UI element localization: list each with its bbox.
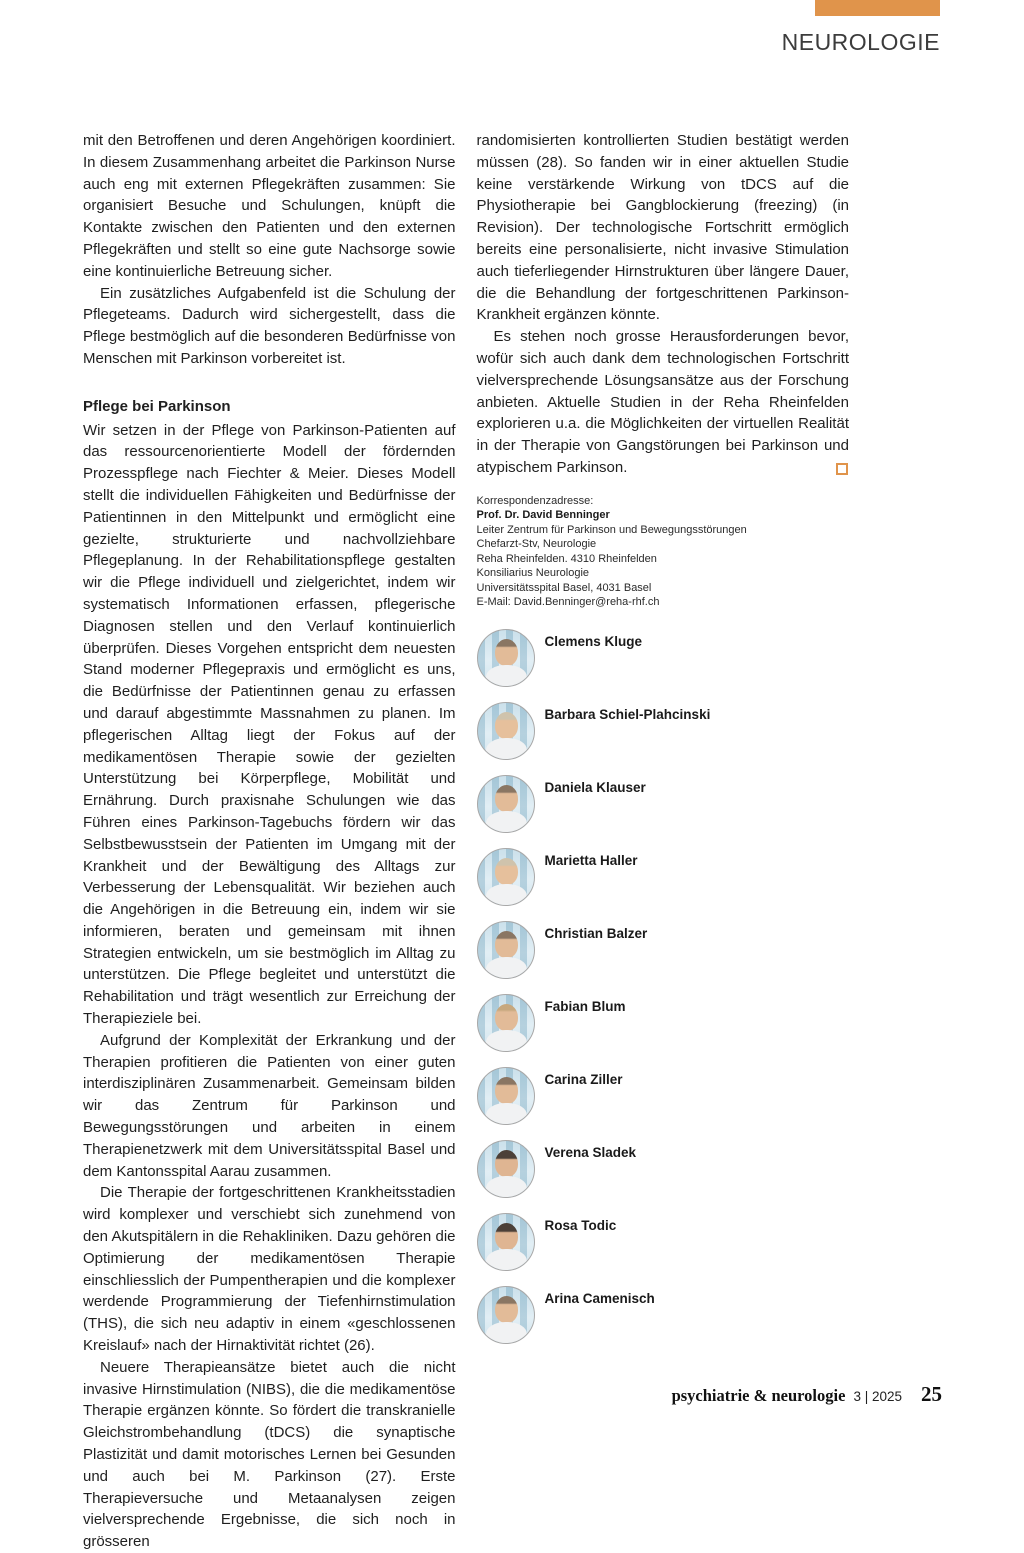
right-column xyxy=(477,130,850,1553)
paragraph xyxy=(477,326,850,479)
correspondence-label: Korrespondenzadresse: xyxy=(476,494,594,507)
team-list xyxy=(477,629,850,1344)
list-item xyxy=(477,921,850,979)
paragraph-text: Es stehen noch grosse Herausforderungen bevor, wofür sich auch dank dem technologischen Fortschritt vielversprechende Lösungsansätze aus der Forschung anbieten. Aktuelle Studien in der Reha Rheinfelden explorieren u.a. die Möglichkeiten der virtuellen Realität in der Therapie von Gangstörungen bei Parkinson und atypischem Parkinson. xyxy=(476,328,849,476)
section-kicker: NEUROLOGIE xyxy=(781,29,940,55)
person-name: Rosa Todic xyxy=(544,1217,617,1233)
correspondence-line: E-Mail: David.Benninger@reha-rhf.ch xyxy=(476,596,660,609)
person-name: Daniela Klauser xyxy=(544,779,646,795)
portrait-photo xyxy=(477,775,535,833)
correspondence-line: Universitätsspital Basel, 4031 Basel xyxy=(476,581,652,594)
person-name: Clemens Kluge xyxy=(544,633,643,649)
portrait-photo xyxy=(477,848,535,906)
portrait-photo xyxy=(477,629,535,687)
article-body xyxy=(83,130,849,1553)
paragraph: Aufgrund der Komplexität der Erkrankung und der Therapien profitieren die Patienten von einer guten interdisziplinären Zusammenarbeit. Gemeinsam bilden wir das Zentrum für Parkinson und Bewegungsstörungen und arbeiten in einem Therapienetzwerk mit dem Universitätsspital Basel und dem Kantonsspital Aarau zusammen. xyxy=(83,1031,456,1180)
section-accent-bar xyxy=(815,0,940,16)
portrait-photo xyxy=(477,921,535,979)
person-name: Fabian Blum xyxy=(544,998,626,1014)
journal-name: psychiatrie & neurologie xyxy=(671,1386,846,1405)
list-item xyxy=(477,1286,850,1344)
person-name: Christian Balzer xyxy=(544,925,648,941)
correspondence-line: Konsiliarius Neurologie xyxy=(476,567,590,580)
portrait-photo xyxy=(477,1067,535,1125)
correspondence-block xyxy=(477,494,850,610)
person-name: Carina Ziller xyxy=(544,1071,623,1087)
correspondence-name: Prof. Dr. David Benninger xyxy=(476,509,610,522)
portrait-photo xyxy=(477,994,535,1052)
correspondence-line: Reha Rheinfelden. 4310 Rheinfelden xyxy=(476,552,657,565)
list-item xyxy=(477,629,850,687)
section-heading: Pflege bei Parkinson xyxy=(83,397,231,415)
portrait-photo xyxy=(477,1286,535,1344)
portrait-photo xyxy=(477,1213,535,1271)
paragraph: Ein zusätzliches Aufgabenfeld ist die Schulung der Pflegeteams. Dadurch wird sichergestellt, dass die Pflege bestmöglich auf die besonderen Bedürfnisse von Menschen mit Parkinson vorbereitet ist. xyxy=(83,284,456,367)
list-item xyxy=(477,1213,850,1271)
list-item xyxy=(477,775,850,833)
person-name: Verena Sladek xyxy=(544,1144,637,1160)
person-name: Marietta Haller xyxy=(544,852,638,868)
page-footer xyxy=(672,1382,942,1407)
paragraph: mit den Betroffenen und deren Angehörigen koordiniert. In diesem Zusammenhang arbeitet die Parkinson Nurse auch eng mit externen Pflegekräften zusammen: Sie organisiert Besuche und Schulungen, knüpft die Kontakte zwischen den Patienten und den externen Pflegekräften und stellt so eine gute Nachsorge sowie eine kontinuierliche Betreuung sicher. xyxy=(83,132,456,280)
list-item xyxy=(477,1067,850,1125)
left-column xyxy=(83,130,456,1553)
paragraph: Wir setzen in der Pflege von Parkinson-Patienten auf das ressourcenorientierte Modell der fördernden Prozesspflege nach Fiechter & Meier. Dieses Modell stellt die individuellen Fähigkeiten und Bedürfnisse der Patientinnen in den Mittelpunkt und ermöglicht eine gezielte, strukturierte und nachvollziehbare Pflegeplanung. In der Rehabilitationspflege gestalten wir die Pflege individuell und zielgerichtet, indem wir systematisch Informationen erfassen, pflegerische Diagnosen stellen und den Verlauf kontinuierlich überprüfen. Dieses Vorgehen entspricht dem neuesten Stand moderner Pflegepraxis und ermöglicht es uns, die Bedürfnisse der Patientinnen genau zu erfassen und darauf abgestimmte Massnahmen zu planen. Im pflegerischen Alltag liegt der Fokus auf der medikamentösen Therapie sowie der gezielten Unterstützung bei Körperpflege, Mobilität und Ernährung. Durch praxisnahe Schulungen wie das Führen eines Parkinson-Tagebuchs fördern wir das Selbstbewusstsein der Patienten im Umgang mit der Krankheit und der Bewältigung des Alltags zur Verbesserung der Lebensqualität. Wir beziehen auch die Angehörigen in die Betreuung ein, indem wir sie informieren, beraten und gemeinsam mit ihnen Strategien entwickeln, um sie bestmöglich im Alltag zu unterstützen. Die Pflege begleitet und unterstützt die Rehabilitation und trägt wesentlich zur Erreichung der Therapieziele bei. xyxy=(83,421,456,1028)
list-item xyxy=(477,1140,850,1198)
list-item xyxy=(477,702,850,760)
issue-label: 3 | 2025 xyxy=(853,1389,902,1404)
page-number: 25 xyxy=(921,1382,942,1406)
portrait-photo xyxy=(477,702,535,760)
list-item xyxy=(477,994,850,1052)
paragraph: Die Therapie der fortgeschrittenen Krankheitsstadien wird komplexer und verschiebt sich zunehmend von den Akutspitälern in die Rehakliniken. Dazu gehören die Optimierung der medikamentösen Therapie einschliesslich der Pumpentherapien und die komplexer werdende Programmierung der Tiefenhirnstimulation (THS), die sich neu adaptiv in einem «geschlossenen Kreislauf» nach der Hirnaktivität richtet (26). xyxy=(83,1184,456,1355)
correspondence-line: Leiter Zentrum für Parkinson und Bewegungsstörungen xyxy=(476,523,747,536)
correspondence-line: Chefarzt-Stv, Neurologie xyxy=(476,538,597,551)
list-item xyxy=(477,848,850,906)
article-end-square-icon xyxy=(836,463,848,475)
paragraph: randomisierten kontrollierten Studien bestätigt werden müssen (28). So fanden wir in einer aktuellen Studie keine verstärkende Wirkung von tDCS auf die Physiotherapie bei Gangblockierung (freezing) (in Revision). Der technologische Fortschritt ermöglich bereits eine personalisierte, nicht invasive Stimulation auch tieferliegender Hirnstrukturen über längere Dauer, die die Behandlung der fortgeschrittenen Parkinson-Krankheit ergänzen könnte. xyxy=(476,132,849,324)
portrait-photo xyxy=(477,1140,535,1198)
person-name: Arina Camenisch xyxy=(544,1290,655,1306)
person-name: Barbara Schiel-Plahcinski xyxy=(544,706,711,722)
paragraph: Neuere Therapieansätze bietet auch die nicht invasive Hirnstimulation (NIBS), die die medikamentöse Therapie ergänzen könnte. So fördert die transkranielle Gleichstrombehandlung (tDCS) die synaptische Plastizität und damit motorisches Lernen bei Gesunden und auch bei M. Parkinson (27). Erste Therapieversuche und Metaanalysen zeigen vielversprechende Ergebnisse, die sich noch in grösseren xyxy=(83,1358,456,1551)
